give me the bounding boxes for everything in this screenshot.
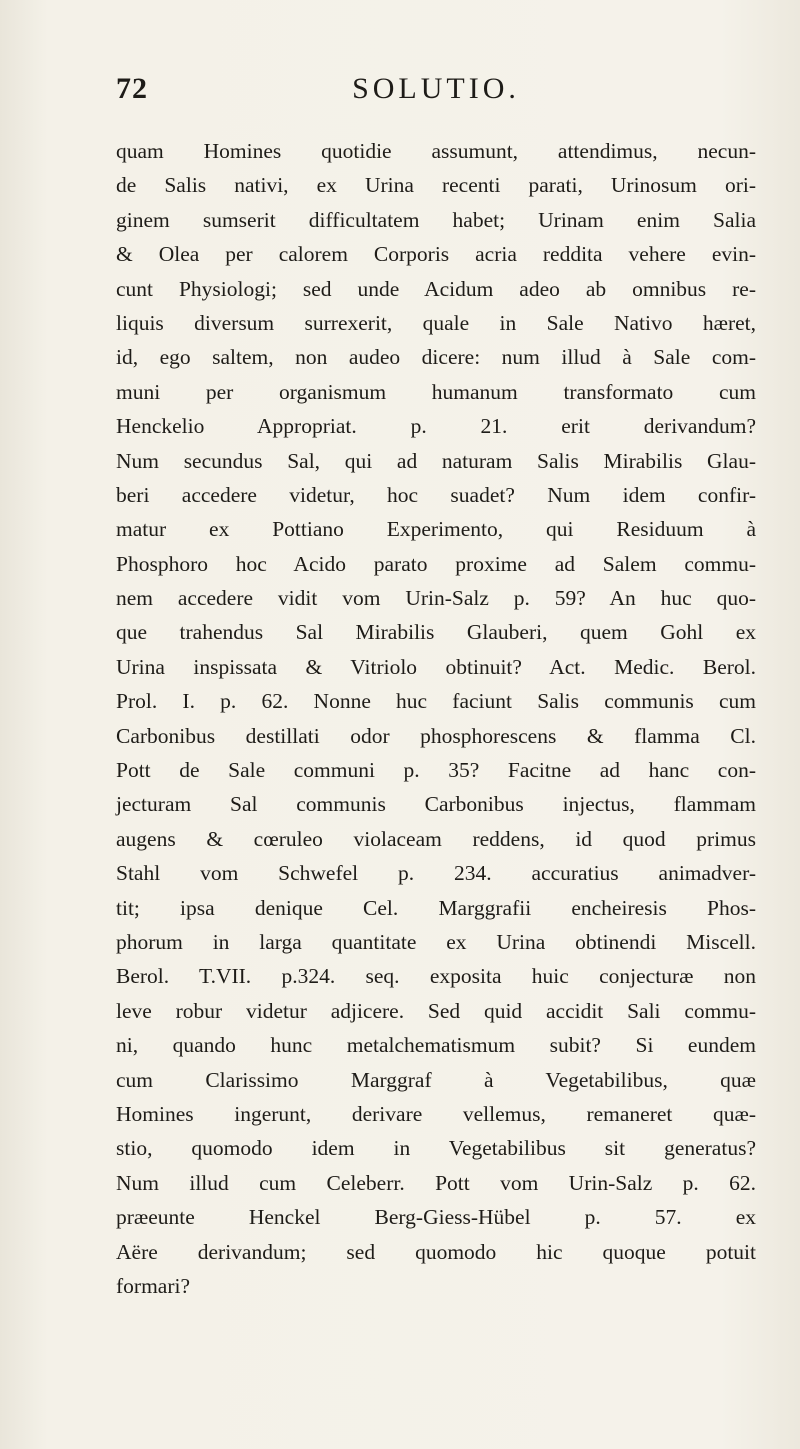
text-line: & Olea per calorem Corporis acria reddita vehere evin- <box>116 242 756 267</box>
text-line: tit; ipsa denique Cel. Marggrafii encheiresis Phos- <box>116 895 756 920</box>
text-line: Urina inspissata & Vitriolo obtinuit? Act. Medic. Berol. <box>116 654 756 679</box>
text-line: matur ex Pottiano Experimento, qui Residuum à <box>116 517 756 542</box>
text-line: Carbonibus destillati odor phosphorescens & flamma Cl. <box>116 723 756 748</box>
text-line: muni per organismum humanum transformato cum <box>116 379 756 404</box>
text-line: liquis diversum surrexerit, quale in Sale Nativo hæret, <box>116 310 756 335</box>
text-line: que trahendus Sal Mirabilis Glauberi, quem Gohl ex <box>116 620 756 645</box>
text-line: Berol. T.VII. p.324. seq. exposita huic conjecturæ non <box>116 964 756 989</box>
text-line: Henckelio Appropriat. p. 21. erit derivandum? <box>116 414 756 439</box>
running-head: SOLUTIO. <box>352 72 520 105</box>
text-line: quam Homines quotidie assumunt, attendimus, necun- <box>116 139 756 163</box>
text-line: Num secundus Sal, qui ad naturam Salis Mirabilis Glau- <box>116 448 756 473</box>
text-line: ginem sumserit difficultatem habet; Urinam enim Salia <box>116 207 756 232</box>
page-header <box>116 72 756 112</box>
text-line: Phosphoro hoc Acido parato proxime ad Salem commu- <box>116 551 756 576</box>
text-line: id, ego saltem, non audeo dicere: num illud à Sale com- <box>116 345 756 370</box>
text-line: phorum in larga quantitate ex Urina obtinendi Miscell. <box>116 929 756 954</box>
text-line: Stahl vom Schwefel p. 234. accuratius animadver- <box>116 861 756 886</box>
text-line: stio, quomodo idem in Vegetabilibus sit generatus? <box>116 1136 756 1161</box>
text-line: nem accedere vidit vom Urin-Salz p. 59? An huc quo- <box>116 586 756 611</box>
text-line: Homines ingerunt, derivare vellemus, remaneret quæ- <box>116 1101 756 1126</box>
text-line: de Salis nativi, ex Urina recenti parati, Urinosum ori- <box>116 173 756 198</box>
text-line: Aëre derivandum; sed quomodo hic quoque potuit <box>116 1239 756 1264</box>
text-line: præeunte Henckel Berg-Giess-Hübel p. 57. ex <box>116 1205 756 1230</box>
text-line: ni, quando hunc metalchematismum subit? Si eundem <box>116 1033 756 1058</box>
text-line: Num illud cum Celeberr. Pott vom Urin-Salz p. 62. <box>116 1170 756 1195</box>
text-line: cunt Physiologi; sed unde Acidum adeo ab omnibus re- <box>116 276 756 301</box>
text-line: formari? <box>116 1273 191 1298</box>
text-line: Prol. I. p. 62. Nonne huc faciunt Salis communis cum <box>116 689 756 714</box>
text-line: Pott de Sale communi p. 35? Facitne ad hanc con- <box>116 758 756 783</box>
text-line: cum Clarissimo Marggraf à Vegetabilibus, quæ <box>116 1067 756 1092</box>
text-line: jecturam Sal communis Carbonibus injectus, flammam <box>116 792 756 817</box>
text-line: beri accedere videtur, hoc suadet? Num idem confir- <box>116 482 756 507</box>
text-line: leve robur videtur adjicere. Sed quid accidit Sali commu- <box>116 998 756 1023</box>
page-number: 72 <box>116 72 148 105</box>
body-text <box>116 134 756 1303</box>
text-line: augens & cœruleo violaceam reddens, id quod primus <box>116 826 756 851</box>
